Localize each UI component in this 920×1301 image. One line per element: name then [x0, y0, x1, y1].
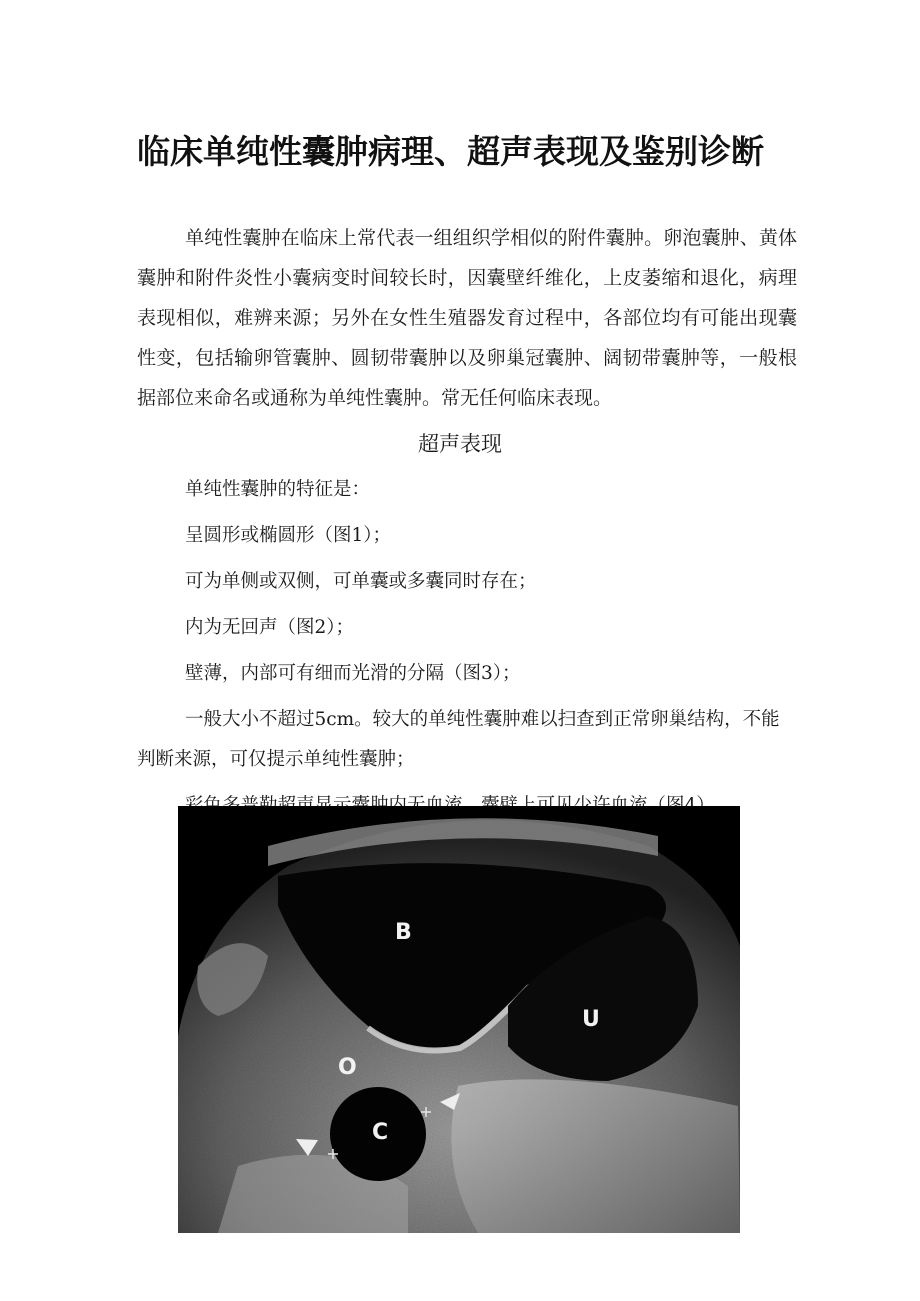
feature-list [137, 470, 797, 826]
intro-text: 单纯性囊肿在临床上常代表一组组织学相似的附件囊肿。卵泡囊肿、黄体囊肿和附件炎性小囊病变时间较长时，因囊壁纤维化，上皮萎缩和退化，病理表现相似，难辨来源；另外在女性生殖器发育过程中，各部位均有可能出现囊性变，包括输卵管囊肿、圆韧带囊肿以及卵巢冠囊肿、阔韧带囊肿等，一般根据部位来命名或通称为单纯性囊肿。常无任何临床表现。 [137, 227, 797, 409]
intro-paragraph [137, 218, 797, 418]
feature-item: 呈圆形或椭圆形（图1）； [185, 525, 392, 546]
label-bladder: B [395, 920, 412, 945]
label-cyst: C [372, 1120, 389, 1145]
feature-item: 内为无回声（图2）； [185, 617, 355, 638]
page-title: 临床单纯性囊肿病理、超声表现及鉴别诊断 [137, 132, 764, 171]
section-heading: 超声表现 [418, 432, 502, 456]
feature-item: 一般大小不超过5cm。较大的单纯性囊肿难以扫查到正常卵巢结构，不能判断来源，可仅提示单纯性囊肿； [137, 709, 780, 770]
feature-item: 可为单侧或双侧，可单囊或多囊同时存在； [185, 571, 537, 592]
ultrasound-image [178, 806, 740, 1233]
feature-item: 壁薄，内部可有细而光滑的分隔（图3）； [185, 663, 521, 684]
label-ovary: O [338, 1055, 357, 1080]
label-uterus: U [582, 1007, 600, 1032]
ultrasound-graphic [178, 806, 740, 1233]
feature-item: 单纯性囊肿的特征是： [185, 479, 371, 500]
